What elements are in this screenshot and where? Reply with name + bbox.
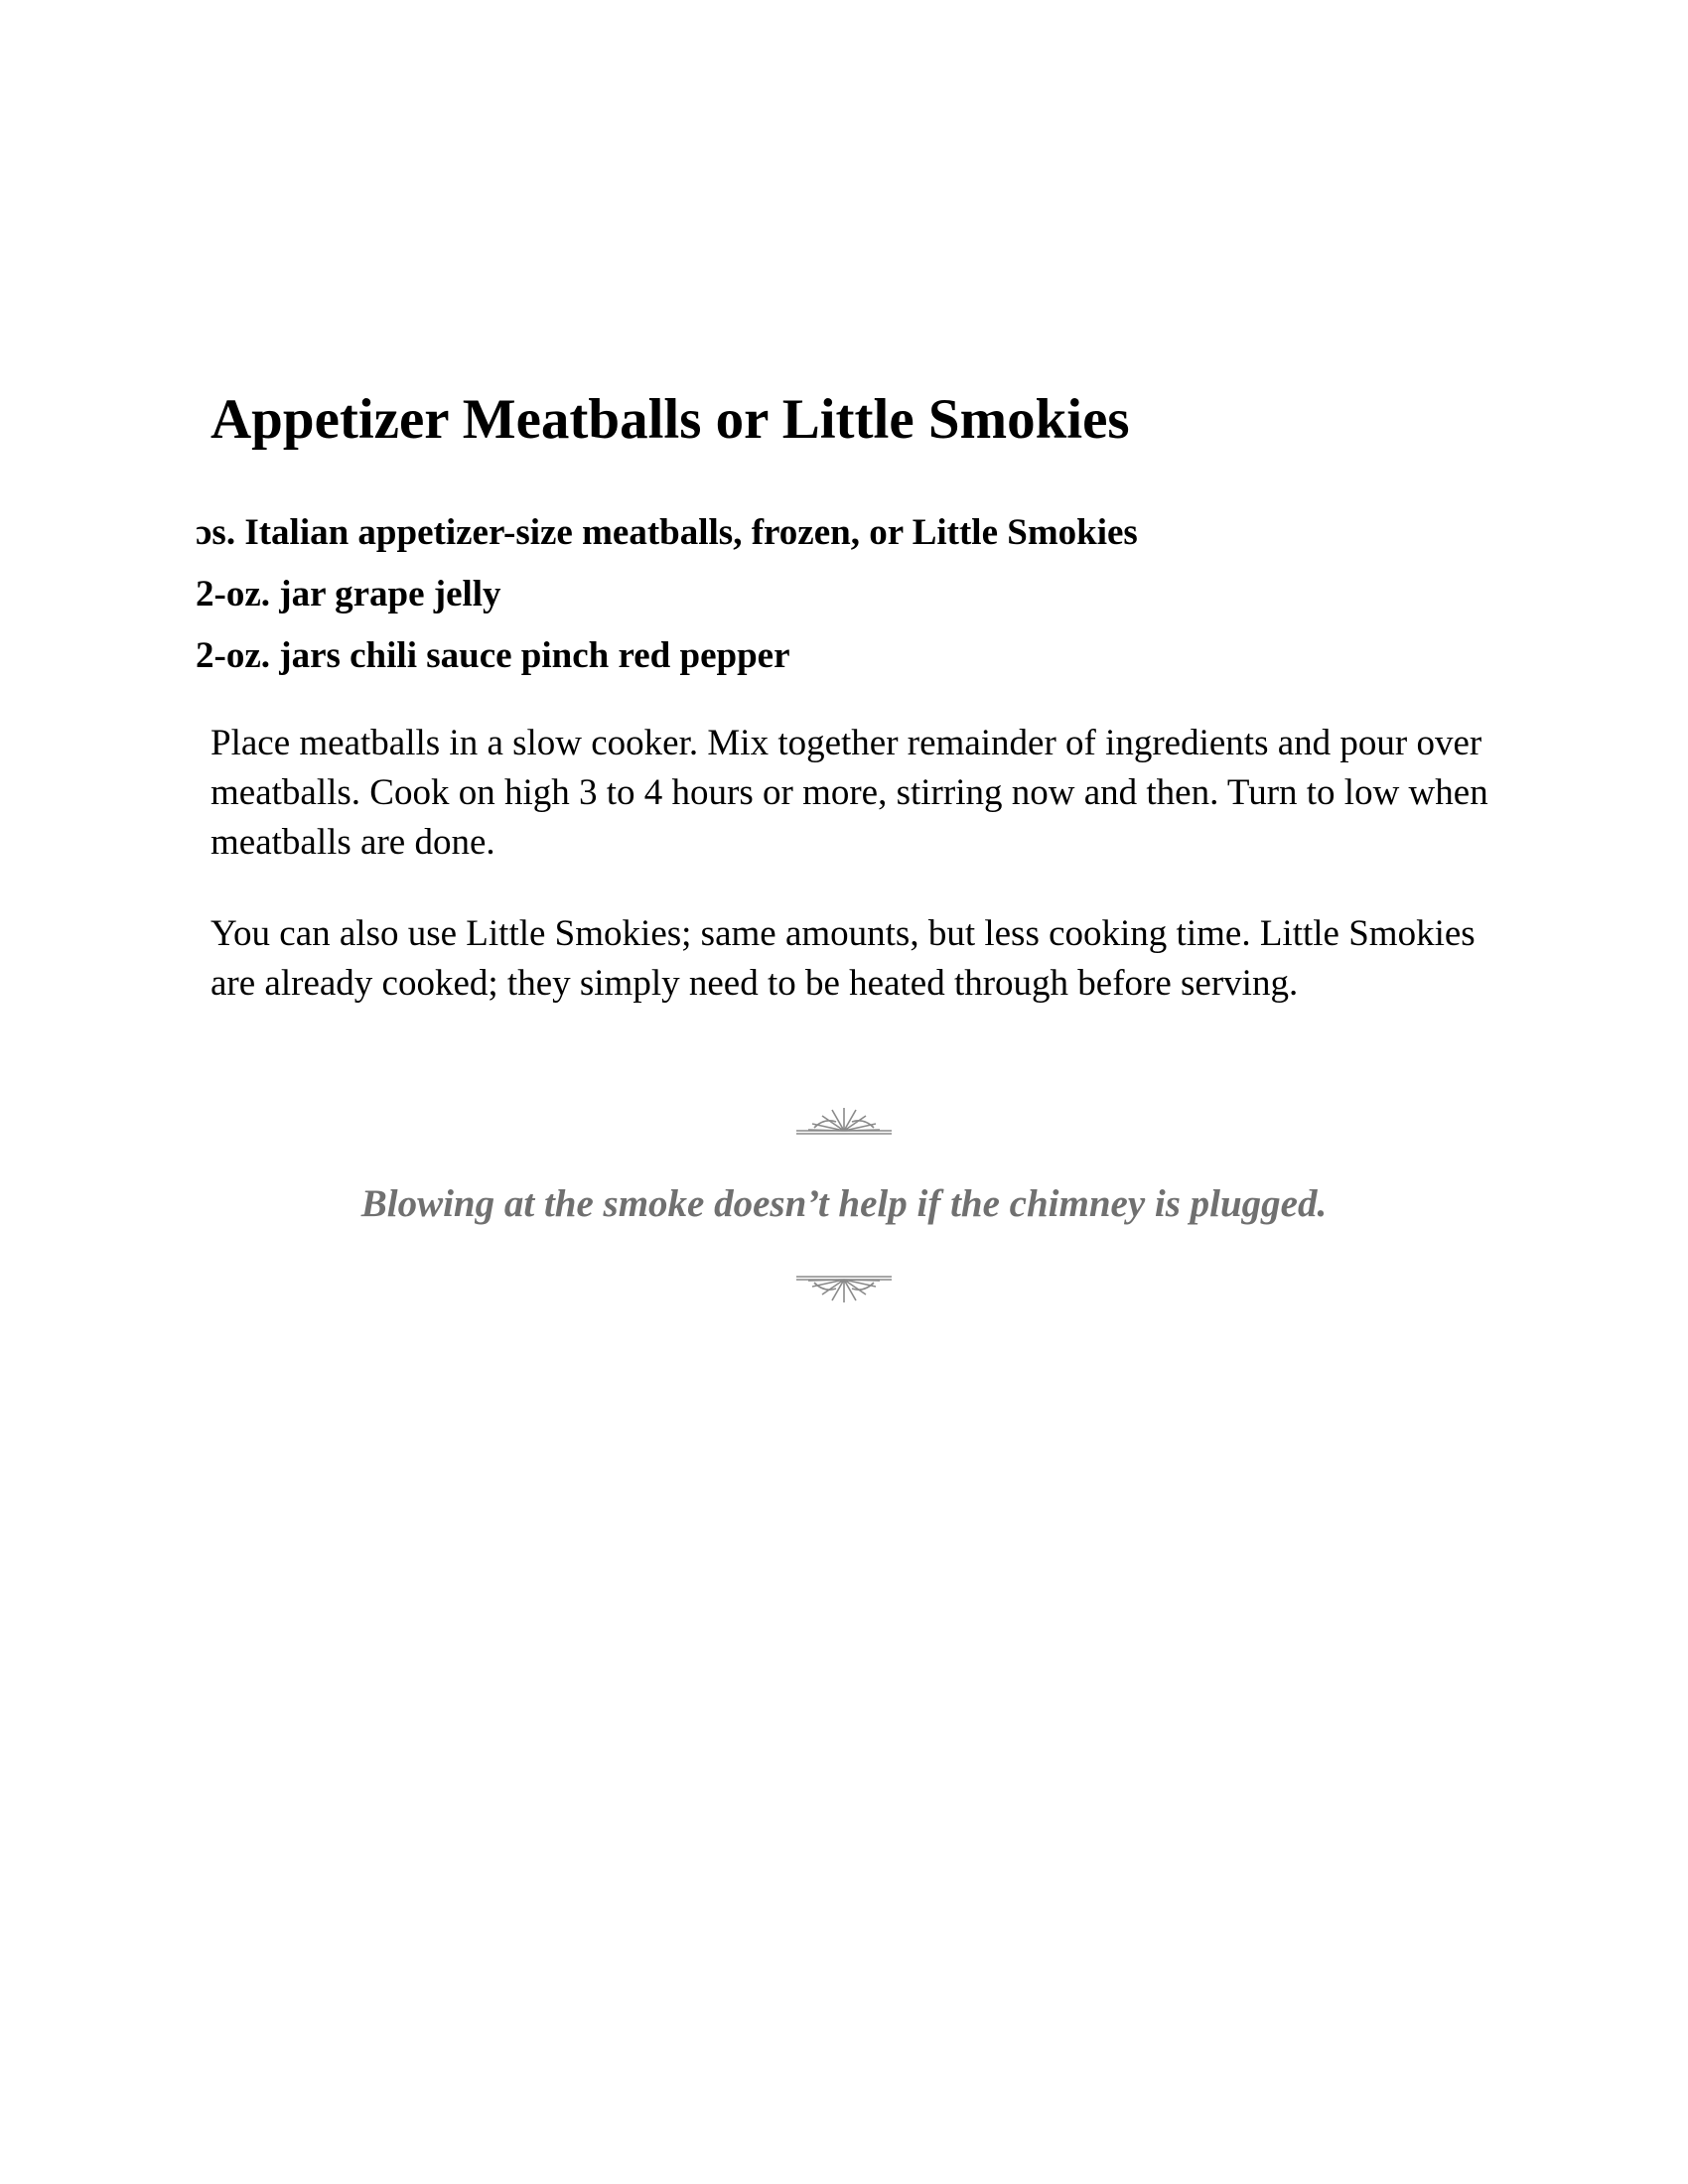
ingredient-list	[196, 502, 1138, 687]
recipe-title: Appetizer Meatballs or Little Smokies	[211, 388, 1130, 451]
ingredient-item: 2-oz. jars chili sauce pinch red pepper	[196, 635, 790, 676]
ingredient-item: 2-oz. jar grape jelly	[196, 574, 501, 614]
quote-text: Blowing at the smoke doesn’t help if the chimney is plugged.	[360, 1182, 1328, 1225]
directions-paragraph: You can also use Little Smokies; same amounts, but less cooking time. Little Smokies are already cooked; they simply need to be heated through before serving.	[211, 913, 1476, 1004]
ingredient-item: ɔs. Italian appetizer-size meatballs, frozen, or Little Smokies	[196, 512, 1138, 553]
fan-flourish-icon	[794, 1102, 894, 1138]
fan-flourish-icon	[794, 1273, 894, 1308]
directions-paragraph: Place meatballs in a slow cooker. Mix together remainder of ingredients and pour over meatballs. Cook on high 3 to 4 hours or more, stirring now and then. Turn to low when meatballs are done.	[211, 723, 1488, 863]
